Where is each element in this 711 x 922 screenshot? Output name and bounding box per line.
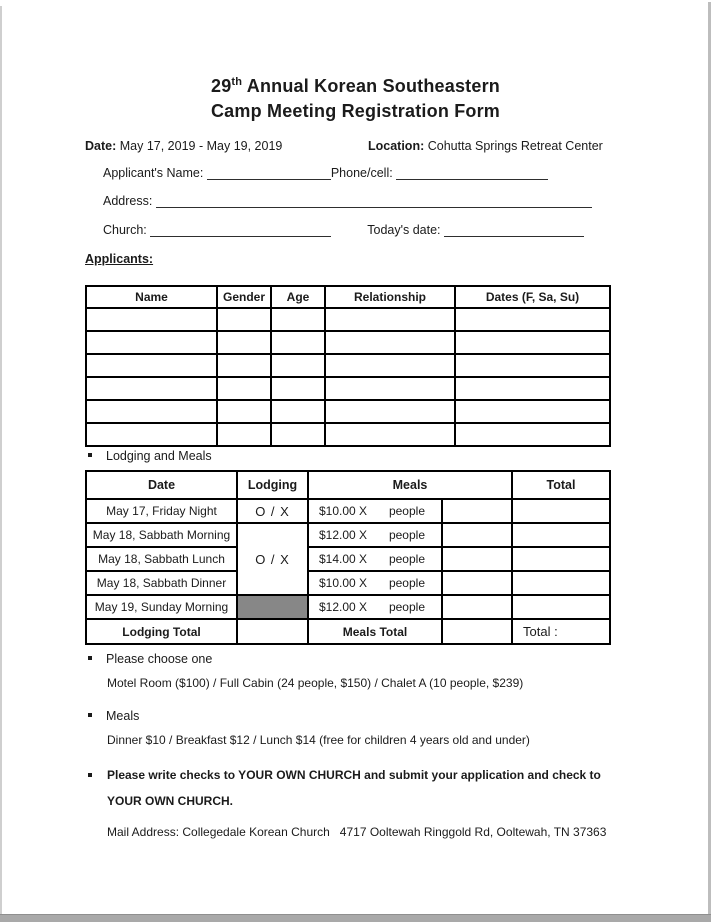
square-bullet-icon (88, 453, 92, 457)
date-cell: May 18, Sabbath Morning (86, 523, 237, 547)
meal-price-cell (308, 523, 442, 547)
applicants-empty-cell (86, 331, 217, 354)
lodging-section-heading (88, 449, 212, 463)
mail-address: Mail Address: Collegedale Korean Church 4717 Ooltewah Ringgold Rd, Ooltewah, TN 37363 (107, 825, 607, 839)
lodging-header-lodging: Lodging (237, 471, 308, 499)
phone-blank (396, 166, 548, 180)
page-title (0, 70, 711, 124)
meal-count-cell (442, 523, 512, 547)
applicants-empty-cell (271, 400, 325, 423)
applicants-empty-cell (86, 354, 217, 377)
applicants-empty-cell (86, 377, 217, 400)
applicants-empty-cell (325, 331, 455, 354)
meal-price: $12.00 X (319, 528, 368, 542)
applicants-empty-cell (325, 400, 455, 423)
applicants-empty-cell (271, 423, 325, 446)
title-line1: 29th Annual Korean Southeastern (211, 76, 500, 96)
applicants-empty-cell (86, 423, 217, 446)
square-bullet-icon (88, 773, 92, 777)
applicants-empty-cell (325, 308, 455, 331)
applicant-name-line (103, 166, 548, 180)
row-total-cell (512, 547, 610, 571)
applicants-empty-row (86, 423, 610, 446)
applicants-empty-cell (455, 423, 610, 446)
meal-price-cell (308, 499, 442, 523)
checks-text: Please write checks to YOUR OWN CHURCH and submit your application and check to YOUR OWN CHURCH. (107, 768, 601, 808)
applicants-header-row (86, 286, 610, 308)
phone-label: Phone/cell: (330, 166, 393, 180)
applicants-empty-cell (271, 354, 325, 377)
lodging-row-sabbath-morning (86, 523, 610, 547)
row-total-cell (512, 499, 610, 523)
applicant-name-label: Applicant's Name: (103, 166, 204, 180)
square-bullet-icon (88, 713, 92, 717)
meal-price: $14.00 X (319, 552, 368, 566)
meals-label: Meals (106, 709, 140, 723)
applicants-table-body (86, 286, 610, 446)
applicants-empty-cell (325, 354, 455, 377)
meal-unit: people (388, 600, 425, 614)
choose-one-options: Motel Room ($100) / Full Cabin (24 people, $150) / Chalet A (10 people, $239) (107, 676, 524, 690)
applicants-table (85, 285, 611, 447)
lodging-ox-cell: O / X (237, 499, 308, 523)
date-cell: May 18, Sabbath Dinner (86, 571, 237, 595)
applicants-header-gender: Gender (217, 286, 271, 308)
applicants-empty-cell (271, 331, 325, 354)
lodging-total-cell (237, 619, 308, 644)
date-cell: May 18, Sabbath Lunch (86, 547, 237, 571)
lodging-row-sabbath-dinner (86, 571, 610, 595)
applicants-empty-cell (325, 377, 455, 400)
applicants-empty-cell (217, 331, 271, 354)
applicants-header-name: Name (86, 286, 217, 308)
applicants-empty-cell (217, 308, 271, 331)
applicants-empty-cell (217, 354, 271, 377)
row-total-cell (512, 595, 610, 619)
address-blank (156, 194, 592, 208)
row-total-cell (512, 523, 610, 547)
meal-price-cell (308, 571, 442, 595)
meals-total-label: Meals Total (308, 619, 442, 644)
address-label: Address: (103, 194, 153, 208)
date-value: May 17, 2019 - May 19, 2019 (119, 139, 283, 153)
applicants-empty-cell (217, 377, 271, 400)
applicants-empty-cell (271, 308, 325, 331)
date-line (85, 139, 282, 153)
square-bullet-icon (88, 656, 92, 660)
meal-count-cell (442, 595, 512, 619)
meal-price-cell (308, 595, 442, 619)
lodging-header-row (86, 471, 610, 499)
location-line (368, 139, 603, 153)
meal-price: $10.00 X (319, 576, 368, 590)
meal-count-cell (442, 499, 512, 523)
meal-unit: people (388, 504, 425, 518)
meal-unit: people (388, 528, 425, 542)
applicants-empty-row (86, 400, 610, 423)
lodging-total-label: Lodging Total (86, 619, 237, 644)
lodging-row-sunday-morning (86, 595, 610, 619)
lodging-gray-cell (237, 595, 308, 619)
applicants-header-relationship: Relationship (325, 286, 455, 308)
choose-one-heading (88, 652, 212, 666)
lodging-header-date: Date (86, 471, 237, 499)
applicants-empty-cell (455, 331, 610, 354)
meal-price: $12.00 X (319, 600, 368, 614)
applicants-empty-cell (86, 400, 217, 423)
church-label: Church: (103, 223, 147, 237)
meal-count-cell (442, 547, 512, 571)
todays-date-label: Today's date: (367, 223, 441, 237)
grand-total-label: Total : (512, 619, 610, 644)
applicants-empty-row (86, 354, 610, 377)
meals-prices: Dinner $10 / Breakfast $12 / Lunch $14 (free for children 4 years old and under) (107, 733, 530, 747)
applicants-empty-row (86, 377, 610, 400)
lodging-meals-table (85, 470, 611, 645)
meals-heading (88, 709, 139, 723)
page-left-edge (0, 6, 2, 915)
applicants-empty-cell (455, 308, 610, 331)
applicants-empty-cell (217, 400, 271, 423)
location-label: Location: (368, 139, 425, 153)
lodging-header-total: Total (512, 471, 610, 499)
lodging-total-row (86, 619, 610, 644)
title-superscript: th (231, 76, 243, 88)
date-cell: May 17, Friday Night (86, 499, 237, 523)
applicants-empty-cell (455, 377, 610, 400)
applicants-empty-row (86, 308, 610, 331)
applicants-header-dates: Dates (F, Sa, Su) (455, 286, 610, 308)
title-line2: Camp Meeting Registration Form (210, 101, 501, 121)
row-total-cell (512, 571, 610, 595)
todays-date-blank (444, 223, 584, 237)
meal-count-cell (442, 571, 512, 595)
applicants-empty-cell (455, 354, 610, 377)
applicants-empty-cell (217, 423, 271, 446)
lodging-section-label: Lodging and Meals (106, 449, 212, 463)
applicants-empty-cell (325, 423, 455, 446)
meal-price: $10.00 X (319, 504, 368, 518)
page-bottom-edge (0, 914, 711, 922)
applicants-section-label: Applicants: (85, 252, 154, 266)
location-value: Cohutta Springs Retreat Center (427, 139, 603, 153)
church-blank (150, 223, 331, 237)
lodging-row-friday-night (86, 499, 610, 523)
checks-note (88, 762, 612, 814)
applicants-empty-cell (455, 400, 610, 423)
meal-price-cell (308, 547, 442, 571)
address-line (103, 194, 592, 208)
date-label: Date: (85, 139, 117, 153)
meal-unit: people (388, 552, 425, 566)
applicants-empty-row (86, 331, 610, 354)
lodging-header-meals: Meals (308, 471, 512, 499)
lodging-ox-merged-cell: O / X (237, 523, 308, 595)
applicants-header-age: Age (271, 286, 325, 308)
meal-unit: people (388, 576, 425, 590)
lodging-row-sabbath-lunch (86, 547, 610, 571)
choose-one-label: Please choose one (106, 652, 213, 666)
applicant-name-blank (207, 166, 331, 180)
date-cell: May 19, Sunday Morning (86, 595, 237, 619)
meals-total-cell (442, 619, 512, 644)
church-line (103, 223, 584, 237)
applicants-empty-cell (271, 377, 325, 400)
applicants-empty-cell (86, 308, 217, 331)
